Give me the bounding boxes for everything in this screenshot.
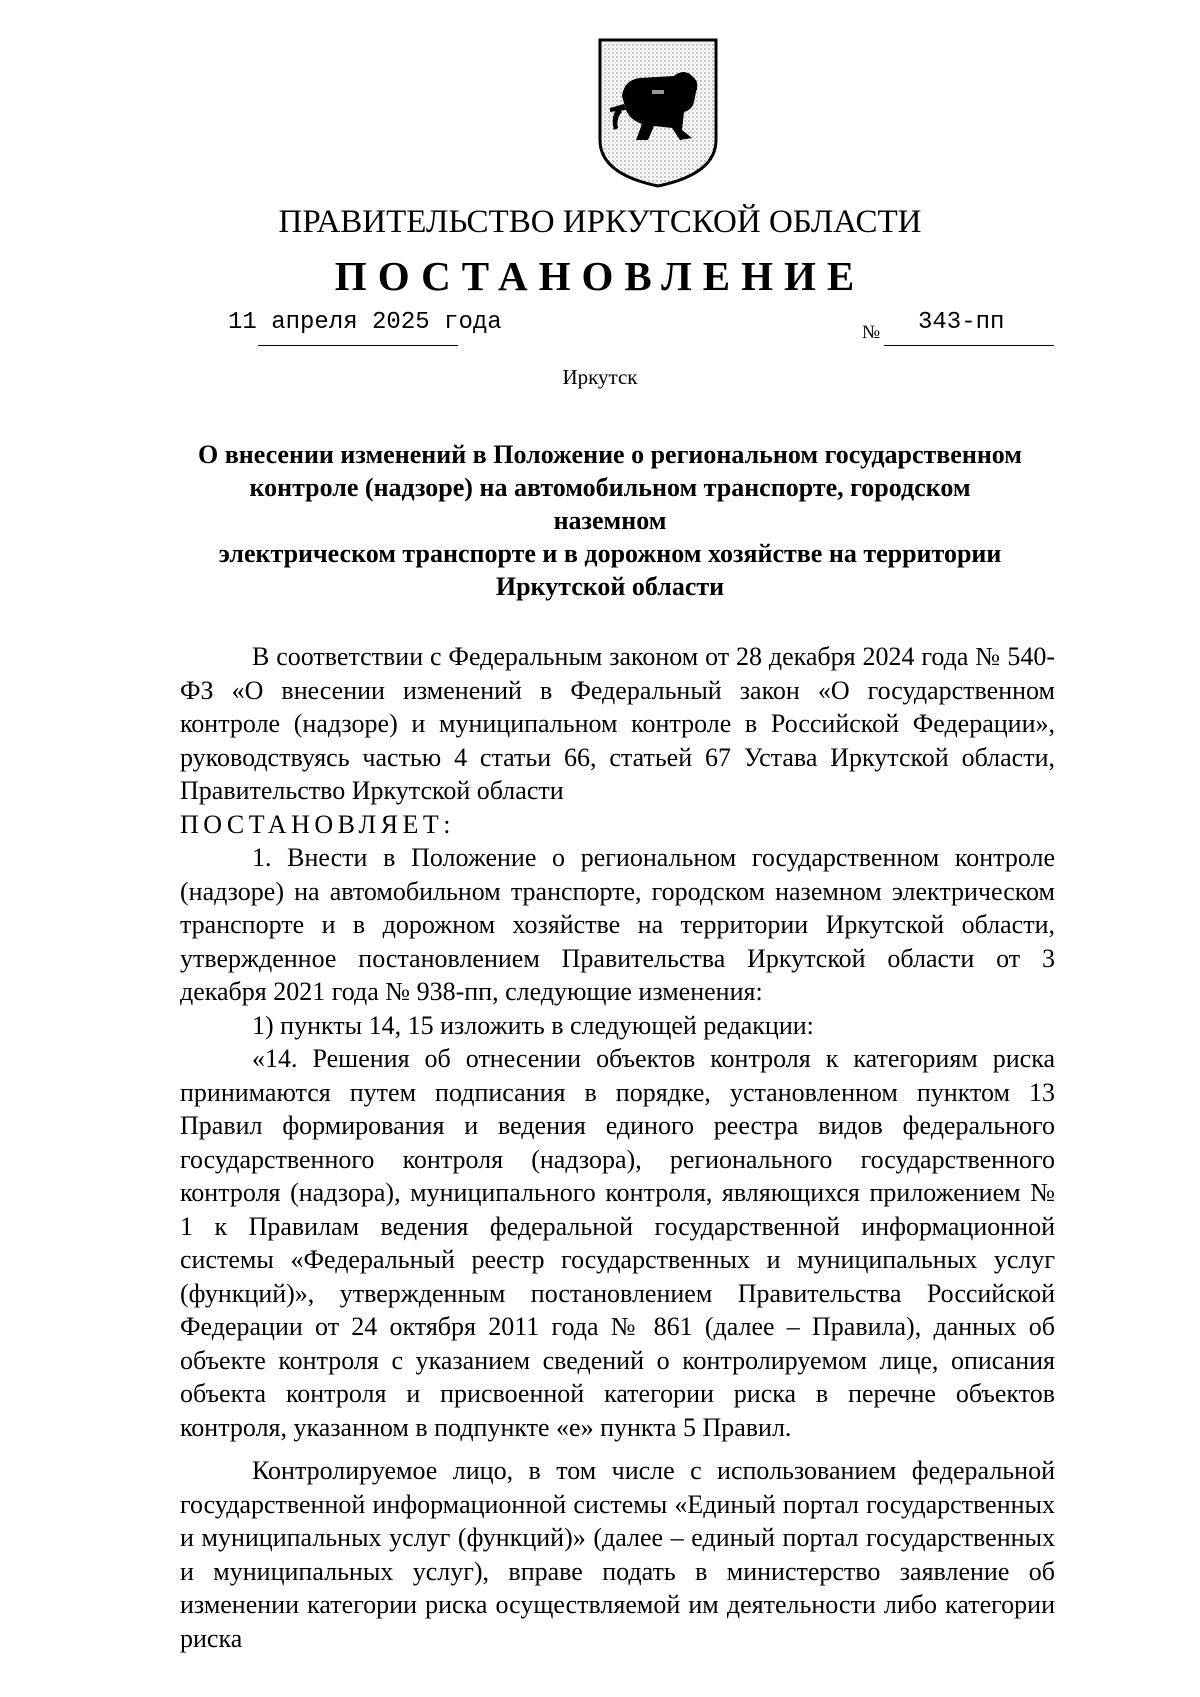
point-14-paragraph: «14. Решения об отнесении объектов контроля к категориям риска принимаются путем подписания в порядке, установленном пунктом 13 Правил формирования и ведения единого реестра видов федерального государственного контроля (надзора), регионального государственного контроля (надзора), муниципального контроля, являющихся приложением № 1 к Правилам ведения федеральной государственной информационной системы «Федеральный реестр государственных и муниципальных услуг (функций)», утвержденным постановлением Правительства Российской Федерации от 24 октября 2011 года № 861 (далее – Правила), данных об объекте контроля с указанием сведений о контролируемом лице, описания объекта контроля и присвоенной категории риска в перечне объектов контроля, указанном в подпункте «е» пункта 5 Правил. (180, 1044, 1055, 1442)
number-underline (884, 345, 1054, 346)
subject-line: О внесении изменений в Положение о региональном государственном (197, 440, 1023, 469)
item-1-paragraph: 1. Внести в Положение о региональном государственном контроле (надзоре) на автомобильном транспорте, городском наземном электрическом транспорте и в дорожном хозяйстве на территории Иркутской области, утвержденное постановлением Правительства Иркутской области от 3 декабря 2021 года № 938-пп, следующие изменения: (180, 843, 1055, 1006)
preamble-paragraph: В соответствии с Федеральным законом от 28 декабря 2024 года № 540-ФЗ «О внесении изменений в Федеральный закон «О государственном контроле (надзоре) и муниципальном контроле в Российской Федерации», руководствуясь частью 4 статьи 66, статьей 67 Устава Иркутской области, Правительство Иркутской области (180, 642, 1055, 805)
controlled-person-paragraph: Контролируемое лицо, в том числе с использованием федеральной государственной информационной системы «Единый портал государственных и муниципальных услуг (функций)» (далее – единый портал государственных и муниципальных услуг), вправе подать в министерство заявление об изменении категории риска осуществляемой им деятельности либо категории риска (180, 1456, 1055, 1653)
document-subject (195, 438, 1025, 603)
number-sign: № (862, 322, 881, 343)
document-date: 11 апреля 2025 года (228, 309, 502, 336)
subject-line: контроле (надзоре) на автомобильном транспорте, городском наземном (249, 473, 971, 535)
coat-of-arms-icon (596, 36, 720, 188)
document-body (180, 640, 1055, 1655)
subject-line: Иркутской области (495, 572, 725, 601)
decree-word: ПОСТАНОВЛЯЕТ: (180, 809, 455, 839)
subject-line: электрическом транспорте и в дорожном хозяйстве на территории (218, 539, 1002, 568)
government-name: ПРАВИТЕЛЬСТВО ИРКУТСКОЙ ОБЛАСТИ (278, 204, 922, 240)
document-city: Иркутск (562, 365, 638, 389)
date-underline (258, 345, 458, 346)
document-type: ПОСТАНОВЛЕНИЕ (334, 253, 866, 299)
subitem-1-paragraph: 1) пункты 14, 15 изложить в следующей редакции: (252, 1010, 814, 1040)
document-number: 343-пп (918, 309, 1005, 336)
